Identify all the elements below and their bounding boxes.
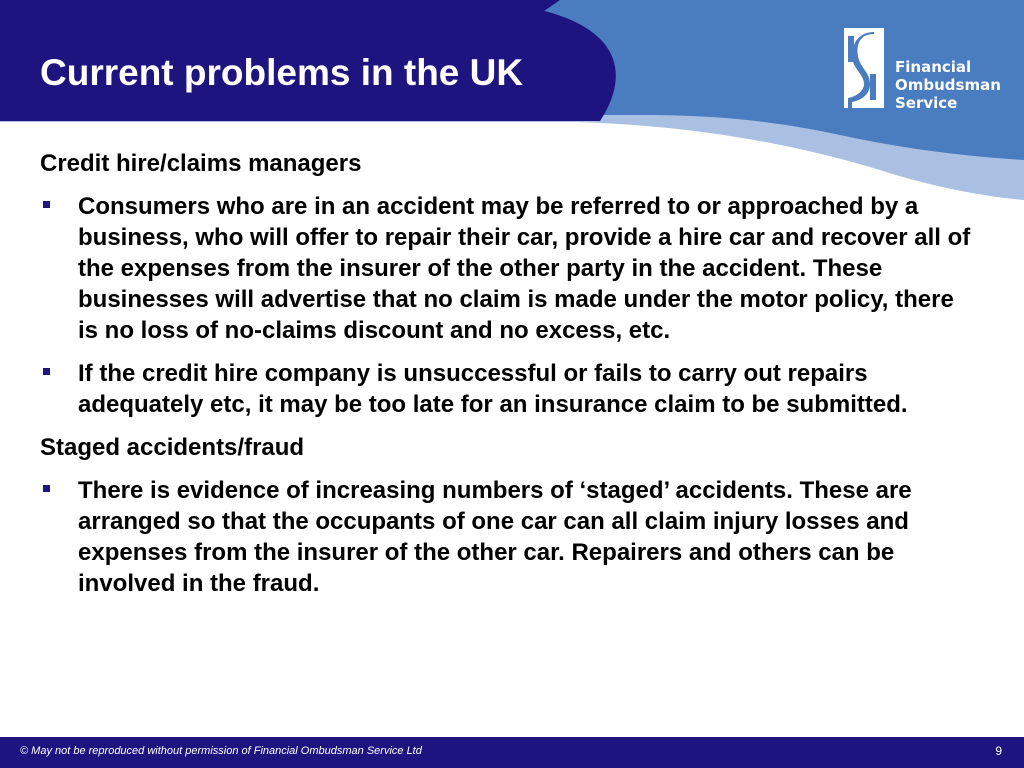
bullet-text: Consumers who are in an accident may be referred to or approached by a business, who will offer to repair their car, provide a hire car and recover all of the expenses from the insurer of the other party in the accident. These businesses will advertise that no claim is made under the motor policy, there is no loss of no-claims discount and no excess, etc.: [78, 193, 971, 344]
section-heading-staged-accidents: Staged accidents/fraud: [40, 434, 305, 461]
square-bullet-icon: [43, 485, 50, 492]
bullet-item: [40, 475, 980, 599]
bullet-item: [40, 358, 980, 420]
fos-logo: [840, 28, 1010, 112]
footer-bar: [0, 737, 1024, 768]
slide-title: Current problems in the UK: [40, 52, 524, 93]
bullet-item: [40, 191, 980, 346]
slide-body: [40, 148, 980, 611]
copyright-notice: © May not be reproduced without permission of Financial Ombudsman Service Ltd: [20, 745, 422, 757]
logo-line-2: Ombudsman: [895, 76, 1001, 94]
fos-logo-text: [895, 58, 1001, 112]
logo-line-1: Financial: [895, 58, 972, 76]
square-bullet-icon: [43, 368, 50, 375]
fos-emblem-icon: [840, 28, 890, 110]
page-number: 9: [995, 744, 1002, 758]
logo-line-3: Service: [895, 94, 958, 112]
section-heading-credit-hire: Credit hire/claims managers: [40, 150, 362, 177]
bullet-text: There is evidence of increasing numbers of ‘staged’ accidents. These are arranged so that the occupants of one car can all claim injury losses and expenses from the insurer of the other car. Repairers and others can be involved in the fraud.: [78, 477, 912, 597]
bullet-text: If the credit hire company is unsuccessful or fails to carry out repairs adequately etc, it may be too late for an insurance claim to be submitted.: [78, 360, 908, 418]
square-bullet-icon: [43, 201, 50, 208]
